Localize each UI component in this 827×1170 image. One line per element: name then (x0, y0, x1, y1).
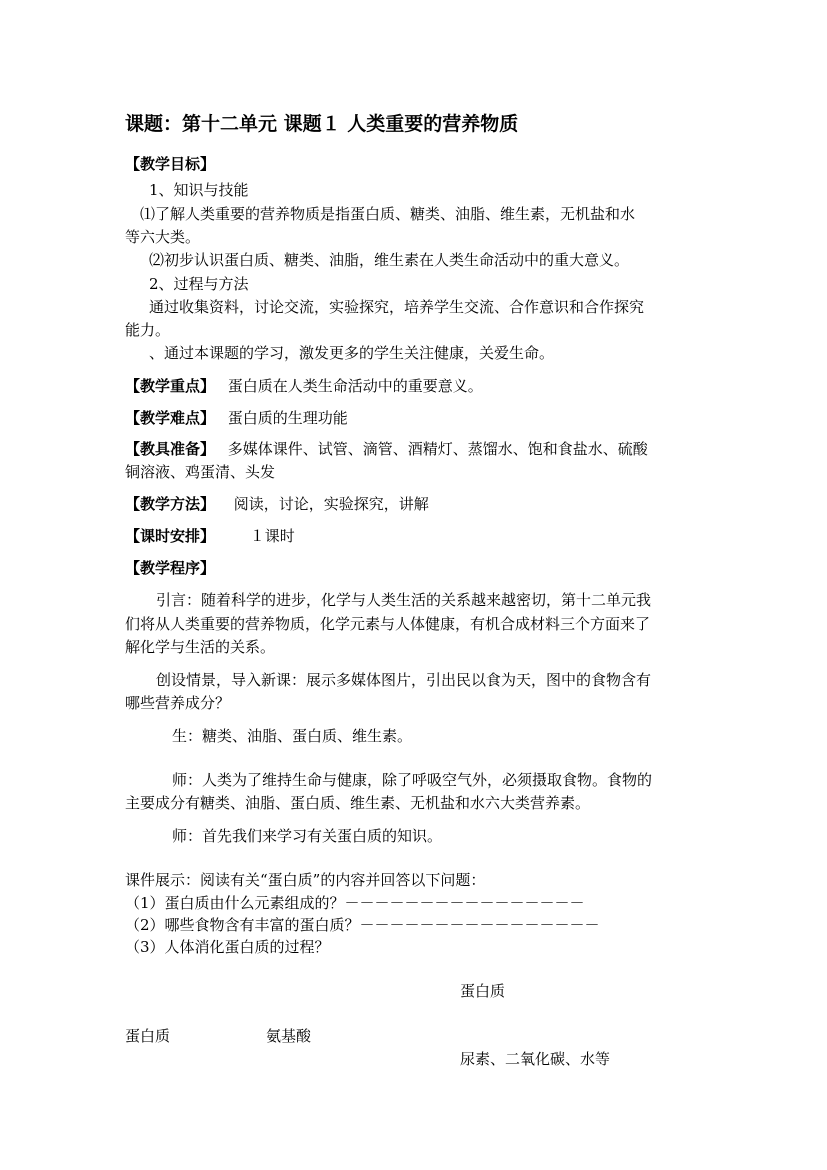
schedule-row (125, 526, 295, 546)
intro-line1: 引言：随着科学的进步，化学与人类生活的关系越来越密切，第十二单元我 (156, 591, 652, 609)
schedule-text: １课时 (249, 527, 295, 545)
teacher2-line: 师：首先我们来学习有关蛋白质的知识。 (172, 827, 443, 845)
method-text: 阅读，讨论，实验探究，讲解 (233, 495, 429, 513)
objectives-item3a: 通过收集资料，讨论交流，实验探究，培养学生交流、合作意识和合作探究 (149, 298, 645, 316)
key-point-label: 【教学重点】 (125, 377, 216, 395)
difficulty-row (125, 408, 348, 428)
equipment-text1: 多媒体课件、试管、滴管、酒精灯、蒸馏水、饱和食盐水、硫酸 (227, 440, 648, 458)
courseware-q1: （1）蛋白质由什么元素组成的？－－－－－－－－－－－－－－－－ (125, 894, 585, 912)
equipment-label: 【教具准备】 (125, 440, 216, 458)
intro-line3: 解化学与生活的关系。 (125, 638, 276, 656)
objectives-item2: ⑵初步认识蛋白质、糖类、油脂，维生素在人类生命活动中的重大意义。 (149, 251, 630, 269)
teacher1-line2: 主要成分有糖类、油脂、蛋白质、维生素、无机盐和水六大类营养素。 (125, 794, 591, 812)
method-row (125, 494, 429, 514)
page-title: 课题：第十二单元 课题１ 人类重要的营养物质 (125, 113, 519, 135)
scenario-line1: 创设情景，导入新课：展示多媒体图片，引出民以食为天，图中的食物含有 (156, 671, 652, 689)
student-answer: 生：糖类、油脂、蛋白质、维生素。 (172, 727, 413, 745)
objectives-item4: 、通过本课题的学习，激发更多的学生关注健康，关爱生命。 (149, 344, 555, 362)
objectives-heading: 【教学目标】 (125, 155, 216, 173)
key-point-text: 蛋白质在人类生命活动中的重要意义。 (227, 377, 483, 395)
key-point-row (125, 376, 483, 396)
equipment-row (125, 439, 648, 459)
procedure-heading: 【教学程序】 (125, 559, 216, 577)
courseware-intro: 课件展示：阅读有关“蛋白质”的内容并回答以下问题： (125, 871, 486, 889)
schedule-label: 【课时安排】 (125, 527, 216, 545)
diagram-left: 蛋白质 (125, 1027, 171, 1045)
difficulty-label: 【教学难点】 (125, 409, 216, 427)
scenario-line2: 哪些营养成分？ (125, 694, 231, 712)
intro-line2: 们将从人类重要的营养物质，化学元素与人体健康，有机合成材料三个方面来了 (125, 615, 651, 633)
teacher1-line1: 师：人类为了维持生命与健康，除了呼吸空气外，必须摄取食物。食物的 (172, 771, 653, 789)
equipment-text2: 铜溶液、鸡蛋清、头发 (125, 463, 276, 481)
diagram-bottom: 尿素、二氧化碳、水等 (460, 1050, 611, 1068)
courseware-q2: （2）哪些食物含有丰富的蛋白质？－－－－－－－－－－－－－－－－ (125, 916, 600, 934)
method-label: 【教学方法】 (125, 495, 216, 513)
objectives-sub2: 2、过程与方法 (149, 275, 249, 293)
objectives-sub1: 1、知识与技能 (149, 181, 249, 199)
diagram-top: 蛋白质 (460, 982, 506, 1000)
objectives-item3b: 能力。 (125, 321, 171, 339)
diagram-middle: 氨基酸 (266, 1027, 312, 1045)
difficulty-text: 蛋白质的生理功能 (227, 409, 348, 427)
objectives-item1b: 等六大类。 (125, 228, 201, 246)
objectives-item1a: ⑴了解人类重要的营养物质是指蛋白质、糖类、油脂、维生素，无机盐和水 (140, 205, 636, 223)
courseware-q3: （3）人体消化蛋白质的过程？ (125, 938, 330, 956)
